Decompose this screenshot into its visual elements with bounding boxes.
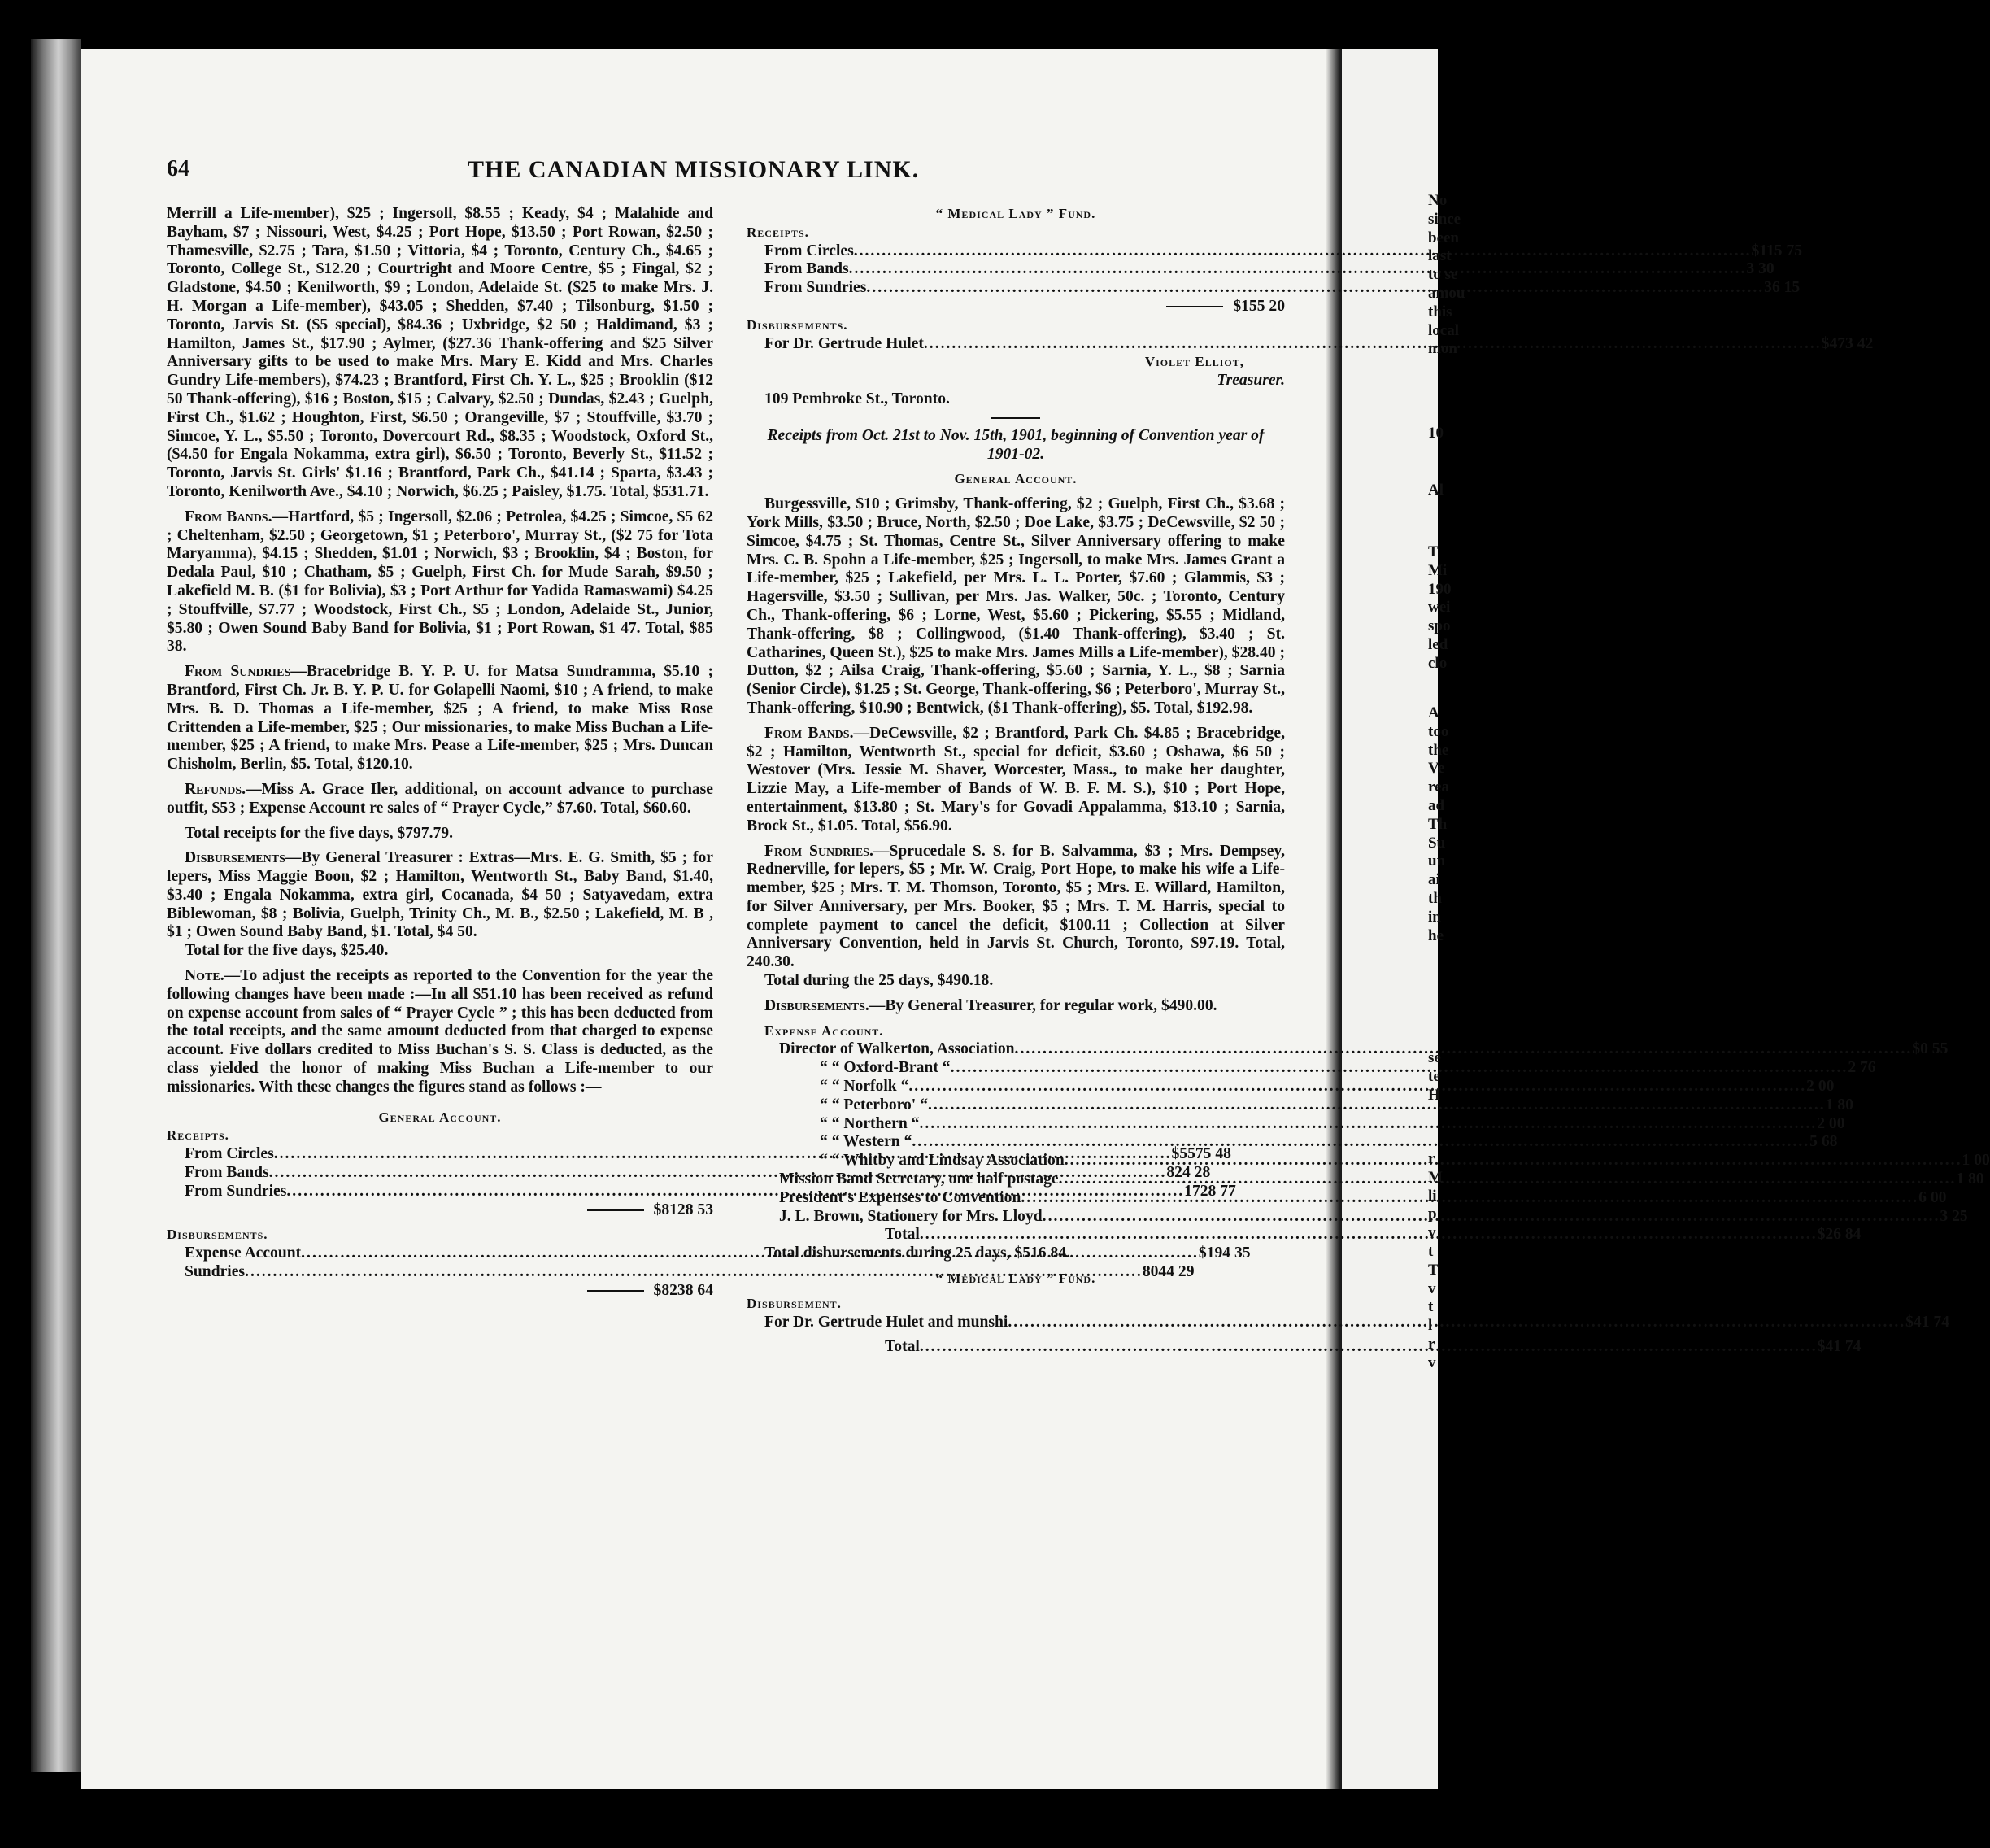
expense-row-amount: 1 00 — [1962, 1152, 1990, 1170]
facing-page-line: th — [1428, 889, 1442, 907]
expense-row-label: “ “ Whitby and Lindsay Association — [820, 1152, 1065, 1170]
facing-page-line: in — [1428, 908, 1441, 926]
disbursements-total: $8238 64 — [167, 1282, 713, 1301]
facing-page-line: v — [1428, 1224, 1436, 1242]
facing-page-line: mon — [1428, 340, 1457, 358]
facing-page-line: T — [1428, 1261, 1439, 1279]
general-account-heading: General Account. — [378, 1109, 502, 1125]
medical-lady-heading: “ Medical Lady ” Fund. — [935, 206, 1096, 221]
hulet-munshi-row: For Dr. Gertrude Hulet and munshi ..... $41 74 — [747, 1314, 1285, 1332]
book-spine — [31, 39, 81, 1772]
refunds-text: —Miss A. Grace Iler, additional, on account advance to purchase outfit, $53 ; Expense Account re sales of “ Prayer Cycle,” $7.60. Total, $60.60. — [167, 780, 713, 817]
total-five-days: Total receipts for the five days, $797.79. — [185, 824, 453, 842]
expense-row-amount: 5 68 — [1809, 1133, 1838, 1151]
treasurer-title: Treasurer. — [1217, 372, 1285, 390]
expense-row-label: “ “ Oxford-Brant “ — [820, 1059, 951, 1077]
expense-account-table — [747, 1040, 1990, 1226]
facing-page-line: local — [1428, 321, 1459, 339]
refunds-heading: Refunds. — [185, 780, 246, 798]
facing-page-fragment-1 — [1428, 192, 1477, 359]
facing-page-line: Su — [1428, 834, 1446, 852]
facing-page-line: T — [1428, 543, 1439, 560]
disbursements-paragraph — [167, 849, 713, 942]
facing-page-line: spo — [1428, 617, 1451, 635]
ledger-row-bands: From Bands ..... 824 28 — [167, 1164, 713, 1183]
page-number: 64 — [167, 156, 189, 181]
ledger-row-sundries-disb: Sundries ..... 8044 29 — [167, 1263, 713, 1282]
expense-row-label: Mission Band Secretary, one half postage — [779, 1170, 1059, 1188]
general-account-receipts: Burgessville, $10 ; Grimsby, Thank-offering, $2 ; Guelph, First Ch., $3.68 ; York Mills, $3.50 ; Bruce, North, $2.50 ; Doe Lake, $3.75 ; DeCewsville, $2 50 ; Simcoe, $4.75 ; St. Thomas, Centre St., Silver Anniversary offering to make Mrs. C. B. Spohn a Life-member, $25 ; Ingersoll, to make Mrs. James Grant a Life-member, $25 ; Lakefield, per Mrs. L. L. Porter, $7.60 ; Glammis, $3 ; Hagersville, $3.50 ; Sullivan, per Mrs. Jas. Walker, 50c. ; Toronto, Century Ch., Thank-offering, $6 ; Lorne, West, $5.60 ; Pickering, $5.55 ; Midland, Thank-offering, $8 ; Collingwood, ($1.40 Thank-offering), $3.40 ; St. Catharines, Queen St.), $25 to make Mrs. James Mills a Life-member), $28.40 ; Dutton, $2 ; Ailsa Craig, Thank-offering, $5.60 ; Sarnia, Y. L., $8 ; Sarnia (Senior Circle), $1.25 ; St. George, Thank-offering, $6 ; Peterboro', Murray St., Thank-offering, $10.90 ; Bentwick, ($1 Thank-offering), $5. Total, $192.98. — [747, 495, 1285, 717]
facing-page-fragment-5 — [1428, 1150, 1477, 1373]
right-disbursements-paragraph: Disbursements.—By General Treasurer, for regular work, $490.00. — [764, 996, 1217, 1014]
facing-page-line: H — [1428, 1086, 1440, 1104]
facing-page-line: l — [1428, 1317, 1433, 1335]
facing-page-line: v — [1428, 1353, 1436, 1371]
ledger-row-expense: Expense Account ..... $194 35 — [167, 1244, 713, 1263]
ml-row-sundries: From Sundries ..... 36 15 — [747, 279, 1285, 298]
facing-page-line: Th — [1428, 815, 1448, 833]
disbursements-text: —By General Treasurer : Extras—Mrs. E. G. Smith, $5 ; for lepers, Miss Maggie Boon, $2 ; Hamilton, Wentworth St., Baby Band, $1.40, $3.40 ; Engala Nokamma, extra girl, Cocanada, $4 50 ; Satyavedam, extra Biblewoman, $8 ; Bolivia, Guelph, Trinity Ch., M. B., $2.50 ; Lakefield, M. B , $1 ; Owen Sound Baby Band, $1. Total, $4 50. — [167, 849, 713, 941]
expense-account-heading: Expense Account. — [764, 1022, 884, 1039]
medical-lady-heading-2: “ Medical Lady ” Fund. — [935, 1270, 1096, 1287]
facing-page-line: te — [1428, 1067, 1440, 1085]
circle-receipts-continued: Merrill a Life-member), $25 ; Ingersoll, $8.55 ; Keady, $4 ; Malahide and Bayham, $7 ; Nissouri, West, $4.25 ; Port Hope, $13.50 ; Port Rowan, $2.50 ; Thamesville, $2.75 ; Tara, $1.50 ; Vittoria, $4 ; Toronto, Century Ch., $4.65 ; Toronto, College St., $12.20 ; Courtright and Moore Centre, $5 ; Fingal, $2 ; Gladstone, $4.50 ; Kenilworth, $9 ; London, Adelaide St. ($25 to make Mrs. J. H. Morgan a Life-member), $43.05 ; Shedden, $7.40 ; Tilsonburg, $1.50 ; Toronto, Jarvis St. ($5 special), $84.36 ; Uxbridge, $2 50 ; Haldimand, $3 ; Hamilton, James St., $17.90 ; Aylmer, ($27.36 Thank-offering and $25 Silver Anniversary gifts to be used to make Mrs. Mary E. Kidd and Mrs. Charles Gundry Life-members), $74.23 ; Brantford, First Ch. Y. L., $25 ; Brooklin ($12 50 Thank-offering), $16 ; Boston, $15 ; Calvary, $2.50 ; Dundas, $2.43 ; Guelph, First Ch., $1.62 ; Houghton, First, $6.50 ; Orangeville, $7 ; Stouffville, $3.70 ; Simcoe, Y. L., $5.50 ; Toronto, Dovercourt Rd., $8.35 ; Woodstock, Oxford St., ($4.50 for Engala Nokamma, extra girl), $6.50 ; Toronto, Beverly St., $11.52 ; Toronto, Jarvis St. Girls' $1.16 ; Brantford, Park Ch., $41.14 ; Sparta, $3.43 ; Toronto, Kenilworth Ave., $4.10 ; Norwich, $6.25 ; Paisley, $1.75. Total, $531.71. — [167, 205, 713, 500]
note-heading: Note. — [185, 967, 224, 985]
facing-page-line: li — [1428, 1187, 1437, 1205]
page-header — [167, 156, 1370, 189]
ml-row-bands: From Bands ..... 3 30 — [747, 260, 1285, 279]
expense-row — [747, 1170, 1984, 1189]
facing-page-line: too — [1428, 722, 1449, 740]
expense-total-row: Total ..... $26 84 — [747, 1226, 1285, 1244]
general-account-heading-right: General Account. — [954, 471, 1078, 487]
from-sundries-paragraph — [167, 663, 713, 774]
facing-page-line: 190 — [1428, 580, 1452, 598]
facing-page-fragment-al: Al — [1428, 482, 1444, 499]
from-bands-paragraph — [167, 508, 713, 656]
total-25-days: Total during the 25 days, $490.18. — [764, 972, 994, 990]
disbursements-label: Disbursements. — [167, 1227, 268, 1243]
section-divider — [991, 417, 1040, 419]
ledger-row-sundries: From Sundries ..... 1728 77 — [167, 1183, 713, 1201]
expense-row — [747, 1207, 1968, 1227]
disbursements-heading: Disbursements — [185, 849, 285, 867]
facing-page-line: led — [1428, 635, 1448, 653]
expense-row-amount: 6 00 — [1918, 1188, 1947, 1206]
facing-page-line: No — [1428, 192, 1448, 209]
note-text: —To adjust the receipts as reported to the Convention for the year the following changes have been made :—In all $51.10 has been received as refund on expense account from sales of “ Prayer Cycle ” ; this has been deducted from the total receipts, and the same amount deducted from that charged to expense account. Five dollars credited to Miss Buchan's S. S. Class is deducted, as the class yielded the honor of making Miss Buchan a Life-member to our missionaries. With these changes the figures stand as follows :— — [167, 967, 713, 1096]
facing-page-line: wei — [1428, 599, 1451, 617]
ledger-row-circles: From Circles ..... $5575 48 — [167, 1145, 713, 1164]
ml-row-hulet: For Dr. Gertrude Hulet ..... $473 42 — [747, 335, 1285, 354]
expense-row-label: President's Expenses to Convention — [779, 1188, 1021, 1206]
facing-page-line: un — [1428, 852, 1446, 870]
facing-page-line: since — [1428, 210, 1461, 228]
facing-page-line: clo — [1428, 654, 1448, 672]
from-bands-text: —Hartford, $5 ; Ingersoll, $2.06 ; Petrolea, $4.25 ; Simcoe, $5 62 ; Cheltenham, $2.50 ; Georgetown, $1 ; Peterboro', Murray St., ($2 75 for Tota Maryamma), $4.15 ; Shedden, $1.01 ; Norwich, $3 ; Brooklin, $4 ; Boston, for Dedala Paul, $10 ; Chatham, $5 ; Guelph, First Ch. for Mude Sarah, $9.50 ; Lakefield M. B. ($1 for Bolivia), $3 ; Port Arthur for Yadida Ramaswami) $4.25 ; Stouffville, $7.77 ; Woodstock, First Ch., $5 ; London, Adelaide St., Junior, $5.80 ; Owen Sound Baby Band for Bolivia, $1 ; Port Rowan, $1 47. Total, $85 38. — [167, 508, 713, 656]
expense-row-label: “ “ Norfolk “ — [820, 1078, 909, 1096]
receipts-period: Receipts from Oct. 21st to Nov. 15th, 1901, beginning of Convention year of 1901-02. — [767, 426, 1265, 463]
facing-page-line: the — [1428, 741, 1449, 759]
total-disbursements-25: Total disbursements during 25 days, $516 84. — [764, 1244, 1070, 1262]
medical-total-row: Total ..... $41 74 — [747, 1338, 1285, 1357]
expense-row — [747, 1114, 1845, 1134]
refunds-paragraph — [167, 781, 713, 818]
facing-page-fragment-num: 10 — [1428, 425, 1444, 442]
ml-receipts-total: $155 20 — [747, 298, 1285, 316]
facing-page-line: been — [1428, 229, 1459, 246]
expense-row-amount: $0 55 — [1912, 1040, 1949, 1058]
facing-page-line: this — [1428, 303, 1452, 320]
facing-page-line: to se — [1428, 266, 1458, 284]
ml-receipts-label: Receipts. — [747, 224, 809, 240]
facing-page-line: amou — [1428, 284, 1465, 302]
expense-row-label: “ “ Peterboro' “ — [820, 1096, 928, 1114]
facing-page-fragment-2 — [1428, 543, 1477, 673]
expense-row — [747, 1096, 1853, 1115]
right-page-edge — [1342, 49, 1438, 1789]
expense-row — [747, 1152, 1990, 1170]
facing-page-fragment-3 — [1428, 704, 1477, 945]
from-bands-heading: From Bands. — [185, 508, 272, 525]
facing-page-line: t — [1428, 1298, 1434, 1316]
expense-row-label: “ “ Western “ — [820, 1133, 912, 1151]
facing-page-line: p — [1428, 1205, 1437, 1223]
expense-row-label: “ “ Northern “ — [820, 1114, 920, 1132]
right-from-sundries-paragraph: From Sundries.—Sprucedale S. S. for B. Salvamma, $3 ; Mrs. Dempsey, Rednerville, for lepers, $5 ; Mr. W. Craig, Port Hope, to make his wife a Life-member, $25 ; Mrs. T. M. Thomson, Toronto, $5 ; Mrs. E. Willard, Hamilton, for Silver Anniversary, per Mrs. Booker, $5 ; Mrs. T. M. Harris, special to complete payment to cancel the deficit, $100.11 ; Collection at Silver Anniversary Convention, held in Jarvis St. Church, Toronto, $97.19. Total, 240.30. — [747, 842, 1285, 971]
facing-page-line: ai — [1428, 871, 1440, 889]
expense-row-amount: 3 25 — [1940, 1207, 1968, 1225]
total-five-days-disb: Total for the five days, $25.40. — [185, 942, 389, 960]
expense-row-amount: 2 00 — [1817, 1114, 1845, 1132]
expense-row-amount: 2 00 — [1806, 1078, 1835, 1096]
expense-row — [747, 1133, 1838, 1152]
treasurer-address: 109 Pembroke St., Toronto. — [764, 390, 950, 408]
from-sundries-text: —Bracebridge B. Y. P. U. for Matsa Sundramma, $5.10 ; Brantford, First Ch. Jr. B. Y. P. U. for Golapelli Naomi, $10 ; A friend, to make Mrs. B. D. Thomas a Life-member, $25 ; A friend, to make Miss Rose Crittenden a Life-member, $25 ; Our missionaries, to make Miss Buchan a Life-member, $25 ; A friend, to make Mrs. Pease a Life-member, $25 ; Mrs. Duncan Chisholm, Berlin, $5. Total, $120.10. — [167, 663, 713, 774]
expense-row-amount: 1 80 — [1825, 1096, 1853, 1114]
facing-page-line: r — [1428, 1150, 1435, 1167]
right-from-bands-paragraph: From Bands.—DeCewsville, $2 ; Brantford, Park Ch. $4.85 ; Bracebridge, $2 ; Hamilton, Wentworth St., special for deficit, $3.60 ; Oshawa, $6 50 ; Westover (Mrs. Jessie M. Shaver, Worcester, Mass., to make her daughter, Lizzie May, a Life-member of Bands of W. B. F. M. S.), $10 ; Port Hope, entertainment, $13.80 ; St. Mary's for Govadi Appalamma, $13.10 ; Sarnia, Brock St., $1.05. Total, $56.90. — [747, 724, 1286, 835]
facing-page-line: rea — [1428, 778, 1450, 796]
facing-page-line: v — [1428, 1279, 1436, 1297]
expense-row-label: J. L. Brown, Stationery for Mrs. Lloyd — [779, 1207, 1043, 1225]
ml-row-circles: From Circles ..... $115 75 — [747, 242, 1285, 261]
facing-page-line: A — [1428, 704, 1439, 721]
facing-page-line: r — [1428, 1335, 1435, 1353]
treasurer-name: Violet Elliot, — [1144, 354, 1244, 370]
facing-page-line: M — [1428, 1168, 1443, 1186]
facing-page-line: se — [1428, 1049, 1441, 1066]
page-title: THE CANADIAN MISSIONARY LINK. — [468, 156, 920, 183]
facing-page-line: Mi — [1428, 561, 1448, 579]
expense-row — [747, 1078, 1835, 1096]
facing-page-line: ad — [1428, 796, 1445, 814]
ml-disbursements-label: Disbursements. — [747, 316, 848, 333]
expense-row-amount: 2 76 — [1848, 1059, 1876, 1077]
facing-page-line: Ve — [1428, 760, 1445, 778]
expense-row-amount: 1 80 — [1956, 1170, 1984, 1188]
from-sundries-heading: From Sundries — [185, 663, 291, 681]
note-paragraph — [167, 967, 713, 1097]
disbursement-label: Disbursement. — [747, 1295, 842, 1311]
facing-page-line: last — [1428, 247, 1452, 265]
receipts-total: $8128 53 — [167, 1201, 713, 1220]
receipts-label: Receipts. — [167, 1127, 229, 1144]
facing-page-line: t — [1428, 1242, 1434, 1260]
facing-page-line: he — [1428, 926, 1444, 944]
facing-page-fragment-4 — [1428, 1049, 1477, 1105]
expense-row-label: Director of Walkerton, Association — [779, 1040, 1015, 1058]
